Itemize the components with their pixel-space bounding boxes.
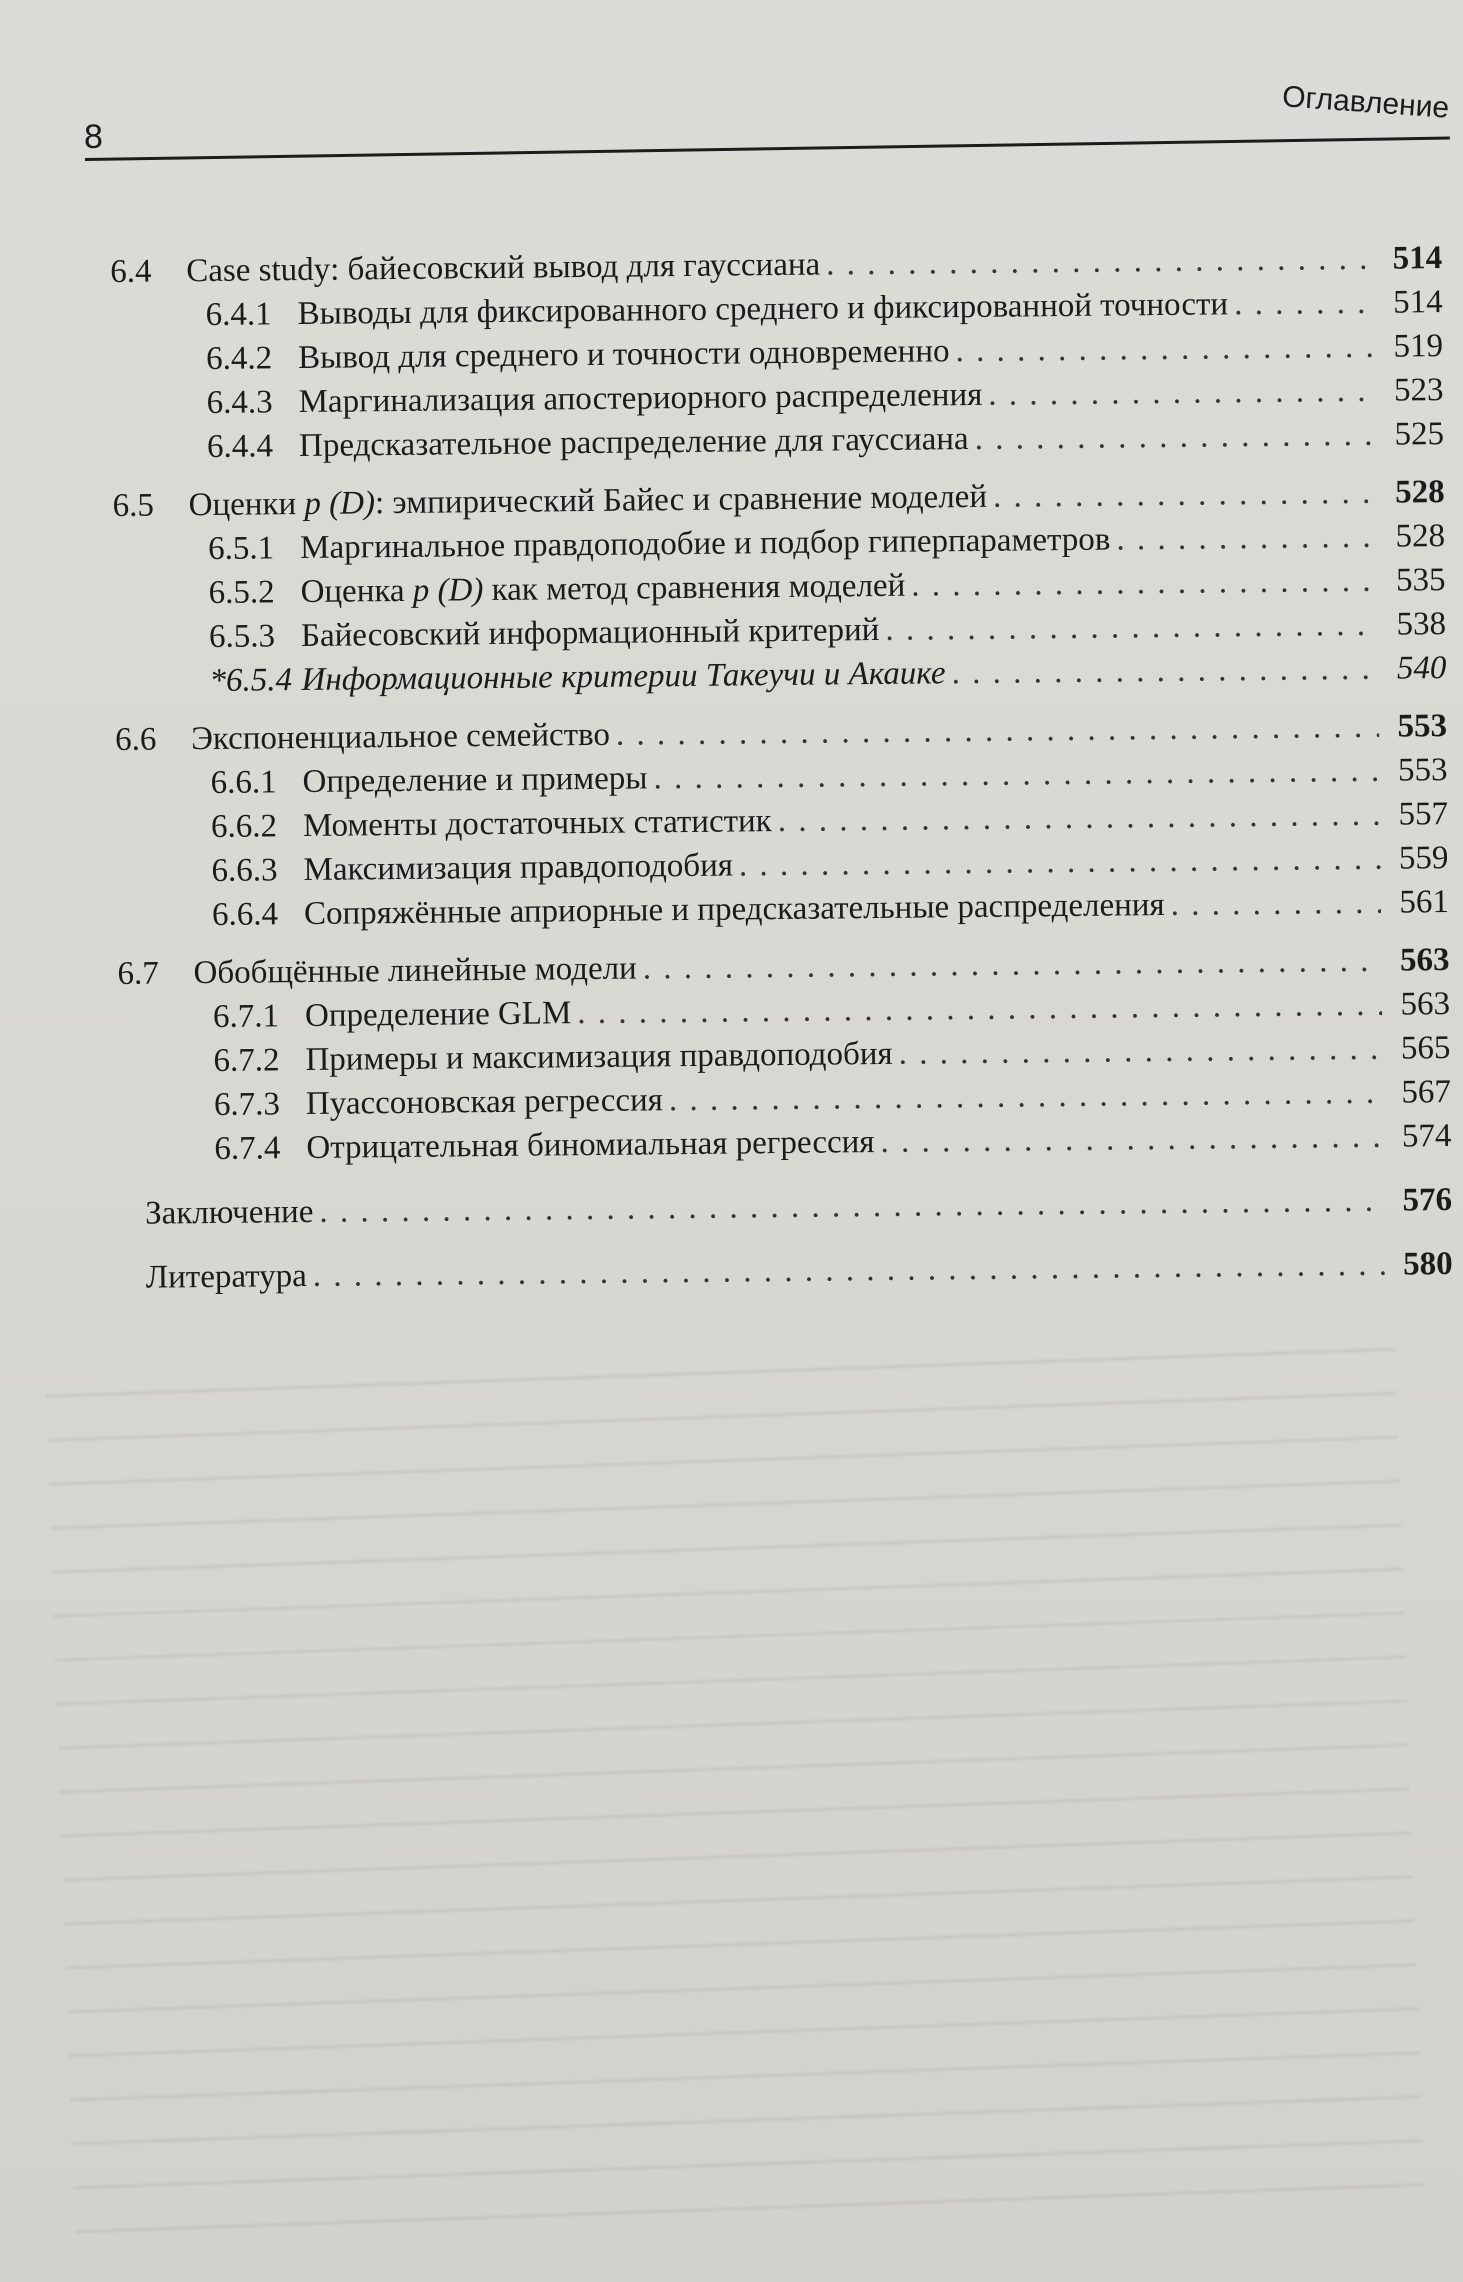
toc-number: 6.5.3 xyxy=(208,618,276,655)
toc-page: 580 xyxy=(1403,1245,1453,1283)
toc-page: 519 xyxy=(1393,328,1444,365)
toc-number: 6.7 xyxy=(117,955,160,992)
toc-title: Примеры и максимизация правдоподобия xyxy=(305,1035,893,1078)
toc-number: 6.4.3 xyxy=(206,384,273,421)
toc-page: 561 xyxy=(1399,884,1450,921)
toc-page: 559 xyxy=(1398,840,1449,877)
toc-title: Вывод для среднего и точности одновременно xyxy=(297,333,950,377)
toc-number: 6.6.4 xyxy=(211,896,279,933)
toc-page: 567 xyxy=(1401,1074,1452,1111)
dot-leader xyxy=(880,1115,1383,1164)
dot-leader xyxy=(1170,881,1381,927)
dot-leader xyxy=(955,325,1375,373)
toc-number: 6.4.1 xyxy=(205,296,272,334)
toc-page: 565 xyxy=(1400,1030,1451,1067)
toc-title-pre: Оценка xyxy=(300,572,414,611)
toc-page: 525 xyxy=(1394,416,1445,453)
toc-number: 6.7.4 xyxy=(214,1130,281,1167)
toc-title: Пуассоновская регрессия xyxy=(305,1082,664,1122)
toc-title: Определение и примеры xyxy=(302,760,648,801)
toc-number: *6.5.4 xyxy=(209,662,293,699)
toc-title-pre: Оценки xyxy=(188,485,305,524)
toc-number: 6.7.3 xyxy=(213,1086,281,1123)
toc-title: Маргинальное правдоподобие и подбор гиперпараметров xyxy=(299,521,1111,567)
dot-leader xyxy=(778,793,1381,843)
toc-title-post: : эмпирический Байес и сравнение моделей xyxy=(374,478,988,522)
toc-page: 514 xyxy=(1392,284,1443,321)
toc-title: Case study: байесовский вывод для гауссиана xyxy=(186,246,821,290)
toc-number: 6.7.1 xyxy=(212,998,280,1035)
page-number: 8 xyxy=(84,118,103,156)
dot-leader xyxy=(739,837,1381,888)
dot-leader xyxy=(653,749,1380,801)
running-head: Оглавление xyxy=(1280,80,1450,125)
toc-conclusion[interactable] xyxy=(120,1178,1452,1236)
dot-leader xyxy=(313,1243,1385,1298)
dot-leader xyxy=(988,369,1376,417)
dot-leader xyxy=(616,705,1380,757)
table-of-contents xyxy=(110,236,1453,1300)
dot-leader xyxy=(643,939,1382,991)
toc-number: 6.6.1 xyxy=(210,764,277,801)
toc-page: 553 xyxy=(1397,708,1448,745)
toc-page: 557 xyxy=(1398,796,1449,833)
dot-leader xyxy=(319,1179,1384,1234)
dot-leader xyxy=(826,237,1374,287)
toc-page: 563 xyxy=(1400,986,1451,1023)
dot-leader xyxy=(1234,281,1375,326)
toc-title xyxy=(300,564,911,614)
toc-number: 6.4.4 xyxy=(206,428,274,465)
dot-leader xyxy=(669,1071,1383,1122)
toc-number: 6.6.2 xyxy=(210,808,278,845)
toc-title: Предсказательное распределение для гауссиана xyxy=(298,421,969,465)
toc-title: Литература xyxy=(145,1257,307,1296)
math-p-of-d: p (D) xyxy=(412,572,484,609)
toc-title-post: как метод сравнения моделей xyxy=(483,567,906,609)
toc-number: 6.4 xyxy=(110,253,152,290)
dot-leader xyxy=(885,603,1378,652)
toc-number: 6.6 xyxy=(114,721,157,758)
toc-page: 574 xyxy=(1401,1118,1452,1155)
toc-page: 514 xyxy=(1392,240,1443,277)
toc-page: 523 xyxy=(1393,372,1444,409)
toc-title: Максимизация правдоподобия xyxy=(303,847,734,889)
math-p-of-d: p (D) xyxy=(304,485,376,522)
toc-number: 6.7.2 xyxy=(213,1042,280,1079)
toc-number: 6.5.2 xyxy=(208,574,275,611)
dot-leader xyxy=(974,413,1376,461)
toc-page: 576 xyxy=(1402,1181,1453,1219)
dot-leader xyxy=(993,471,1377,519)
toc-number: 6.6.3 xyxy=(211,852,278,889)
toc-page: 563 xyxy=(1399,942,1450,979)
toc-title: Заключение xyxy=(144,1193,314,1232)
toc-title: Отрицательная биномиальная регрессия xyxy=(306,1124,875,1166)
toc-number: 6.4.2 xyxy=(205,340,273,377)
toc-title: Экспоненциальное семейство xyxy=(190,716,611,758)
toc-number: 6.5 xyxy=(112,487,155,524)
toc-bibliography[interactable] xyxy=(121,1242,1453,1300)
toc-title: Моменты достаточных статистик xyxy=(302,803,772,845)
toc-page: 553 xyxy=(1397,752,1448,789)
toc-page: 528 xyxy=(1394,474,1445,511)
toc-page: 535 xyxy=(1395,562,1446,599)
toc-title: Выводы для фиксированного среднего и фиксированной точности xyxy=(297,286,1229,333)
toc-page: 538 xyxy=(1396,606,1447,643)
dot-leader xyxy=(898,1027,1382,1076)
toc-title: Маргинализация апостериорного распределения xyxy=(298,376,983,421)
header-rule xyxy=(85,137,1450,161)
dot-leader xyxy=(951,647,1378,695)
show-through-text xyxy=(45,1317,1426,2264)
toc-title: Определение GLM xyxy=(304,995,572,1034)
dot-leader xyxy=(911,559,1378,608)
toc-page: 528 xyxy=(1395,518,1446,555)
toc-title: Сопряжённые априорные и предсказательные распределения xyxy=(303,886,1165,933)
toc-title: Обобщённые линейные модели xyxy=(193,950,637,992)
toc-title: Байесовский информационный критерий xyxy=(300,611,880,655)
dot-leader xyxy=(1116,515,1377,562)
toc-page: 540 xyxy=(1396,650,1447,687)
toc-title: Информационные критерии Такеучи и Акаике xyxy=(301,655,946,699)
toc-number: 6.5.1 xyxy=(207,530,275,567)
